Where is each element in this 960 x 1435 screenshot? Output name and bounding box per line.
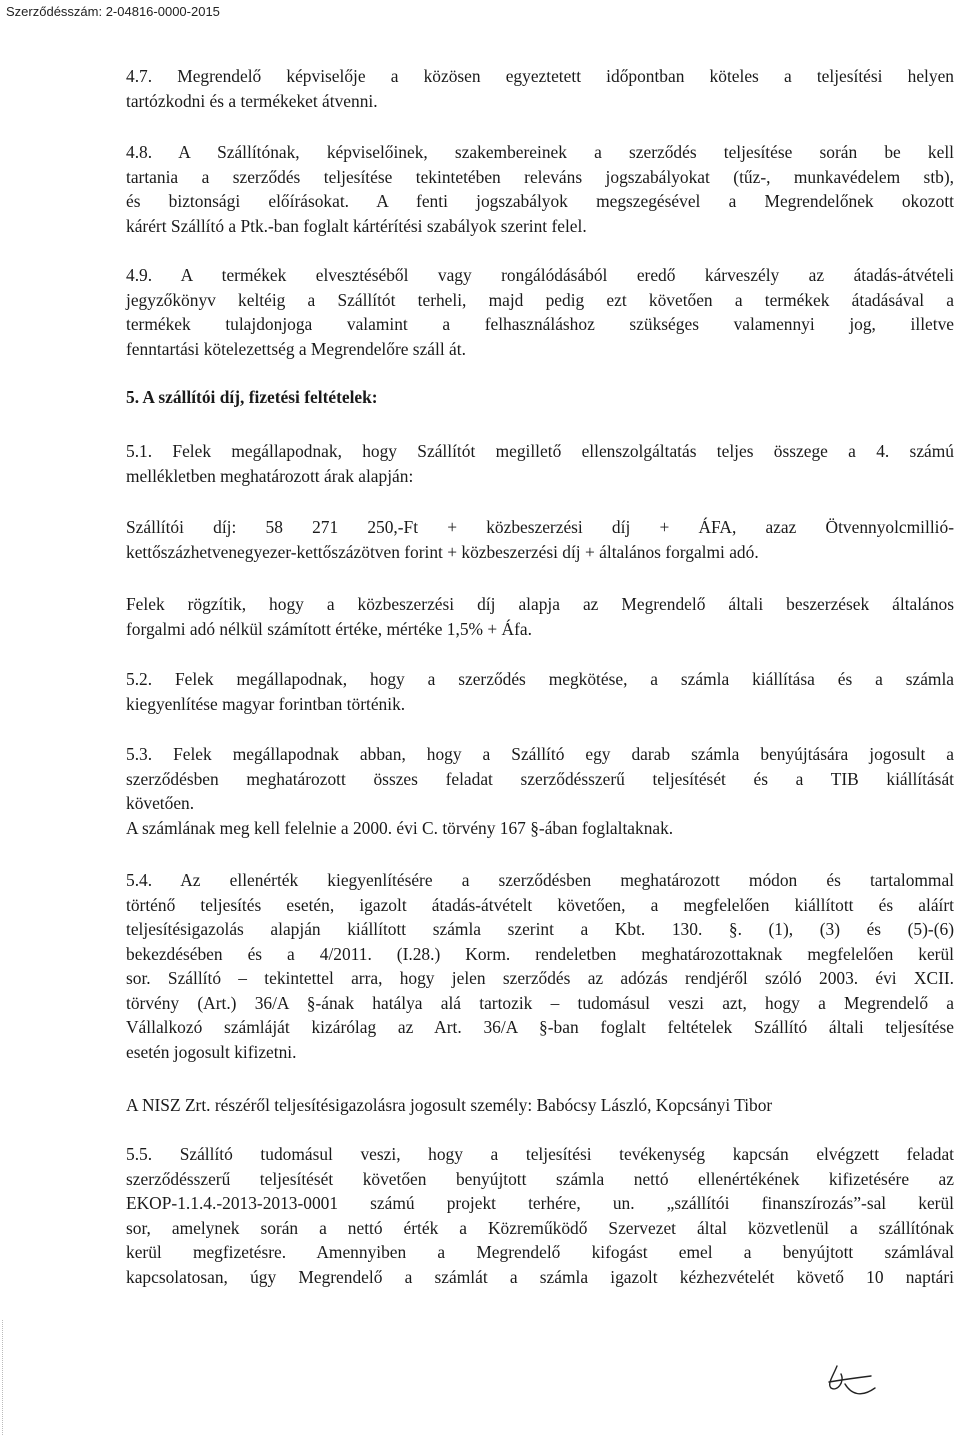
contract-number: Szerződésszám: 2-04816-0000-2015 [6, 4, 220, 19]
text-line: tartania a szerződés teljesítése tekintetében releváns jogszabályokat (tűz-, munkavédelem stb), [126, 166, 954, 187]
text-line: A számlának meg kell felelnie a 2000. évi C. törvény 167 §-ában foglaltaknak. [126, 817, 674, 838]
text-line: esetén jogosult kifizetni. [126, 1041, 297, 1062]
section-heading: 5. A szállítói díj, fizetési feltételek: [126, 387, 378, 407]
text-line: 4.9. A termékek elvesztéséből vagy rongálódásából eredő kárveszély az átadás-átvételi [126, 265, 954, 285]
text-line: EKOP-1.1.4.-2013-2013-0001 számú projekt terhére, un. „szállítói finanszírozás”-sal kerül [126, 1193, 954, 1213]
text-line: 4.7. Megrendelő képviselője a közösen egyeztetett időpontban köteles a teljesítési helyen [126, 66, 954, 86]
text-line: termékek tulajdonjoga valamint a felhasználáshoz szükséges valamennyi jog, illetve [126, 314, 954, 334]
text-line: követően. [126, 793, 195, 813]
text-line: kerül megfizetésre. Amennyiben a Megrendelő kifogást emel a benyújtott számlával [126, 1242, 954, 1262]
text-line: teljesítésigazolás alapján kiállított számla szerint a Kbt. 130. §. (1), (3) és (5)-(6) [126, 919, 954, 939]
text-line: Vállalkozó számláját kizárólag az Art. 36/A §-ban foglalt feltételek Szállító általi teljesítése [126, 1017, 954, 1037]
paragraph-5-2 [126, 667, 954, 716]
text-line: szerződésszerű teljesítését követően benyújtott számla nettó ellenértékének kifizetésére az [126, 1168, 954, 1189]
paragraph-4-7 [126, 64, 954, 113]
text-line: kapcsolatosan, úgy Megrendelő a számlát a számla igazolt kézhezvételét követő 10 naptári [126, 1266, 954, 1287]
paragraph-4-8 [126, 140, 954, 238]
text-line: mellékletben meghatározott árak alapján: [126, 465, 414, 486]
text-line: 5.5. Szállító tudomásul veszi, hogy a teljesítési tevékenység kapcsán elvégzett feladat [126, 1144, 954, 1164]
text-line: Szállítói díj: 58 271 250,-Ft + közbeszerzési díj + ÁFA, azaz Ötvennyolcmillió- [126, 517, 954, 537]
text-line: sor, amelynek során a nettó érték a Közreműködő Szervezet által közvetlenül a szállítónak [126, 1217, 954, 1238]
paragraph-4-9 [126, 263, 954, 361]
paragraph-nisz [126, 1093, 954, 1118]
text-line: kettőszázhetvenegyezer-kettőszázötven forint + közbeszerzési díj + általános forgalmi adó. [126, 541, 759, 562]
text-line: 5.3. Felek megállapodnak abban, hogy a Szállító egy darab számla benyújtására jogosult a [126, 744, 954, 764]
paragraph-5-5 [126, 1142, 954, 1289]
text-line: forgalmi adó nélkül számított értéke, mértéke 1,5% + Áfa. [126, 618, 532, 639]
text-line: kárért Szállító a Ptk.-ban foglalt kártérítési szabályok szerint felel. [126, 215, 587, 236]
text-line: 5.2. Felek megállapodnak, hogy a szerződés megkötése, a számla kiállítása és a számla [126, 669, 954, 689]
text-line: 5.1. Felek megállapodnak, hogy Szállítót megillető ellenszolgáltatás teljes összege a 4. számú [126, 441, 954, 461]
text-line: sor. Szállító – tekintettel arra, hogy jelen szerződés az adózás rendjéről szóló 2003. évi XCII. [126, 968, 954, 988]
text-line: és biztonsági előírásokat. A fenti jogszabályok megszegésével a Megrendelőnek okozott [126, 191, 954, 211]
paragraph-5-3 [126, 742, 954, 840]
paragraph-fee [126, 515, 954, 564]
text-line: kiegyenlítése magyar forintban történik. [126, 693, 406, 714]
text-line: 5.4. Az ellenérték kiegyenlítésére a szerződésben meghatározott módon és tartalommal [126, 870, 954, 890]
text-line: tartózkodni és a termékeket átvenni. [126, 90, 378, 111]
text-line: történő teljesítés esetén, igazolt átadás-átvételt követően, a megfelelően kiállított és aláírt [126, 894, 954, 915]
text-line: fenntartási kötelezettség a Megrendelőre száll át. [126, 338, 466, 359]
scan-margin-artifact [2, 1320, 5, 1435]
text-line: 4.8. A Szállítónak, képviselőinek, szakembereinek a szerződés teljesítése során be kell [126, 142, 954, 162]
text-line: törvény (Art.) 36/A §-ának hatálya alá tartozik – tudomásul veszi azt, hogy a Megrendelő a [126, 992, 954, 1013]
text-line: szerződésben meghatározott összes feladat szerződésszerű teljesítését és a TIB kiállítását [126, 768, 954, 789]
handwritten-initials [815, 1358, 895, 1408]
text-line: A NISZ Zrt. részéről teljesítésigazolásra jogosult személy: Babócsy László, Kopcsányi Tibor [126, 1095, 773, 1115]
text-line: bekezdésében és a 4/2011. (I.28.) Korm. rendeletben meghatározottaknak megfelelően kerül [126, 943, 954, 964]
text-line: jegyzőkönyv keltéig a Szállítót terheli, majd pedig ezt követően a termékek átadásával a [126, 289, 954, 310]
paragraph-procurement-fee [126, 592, 954, 641]
paragraph-5-4 [126, 868, 954, 1064]
text-line: Felek rögzítik, hogy a közbeszerzési díj alapja az Megrendelő általi beszerzések általános [126, 594, 954, 614]
paragraph-5-1 [126, 439, 954, 488]
